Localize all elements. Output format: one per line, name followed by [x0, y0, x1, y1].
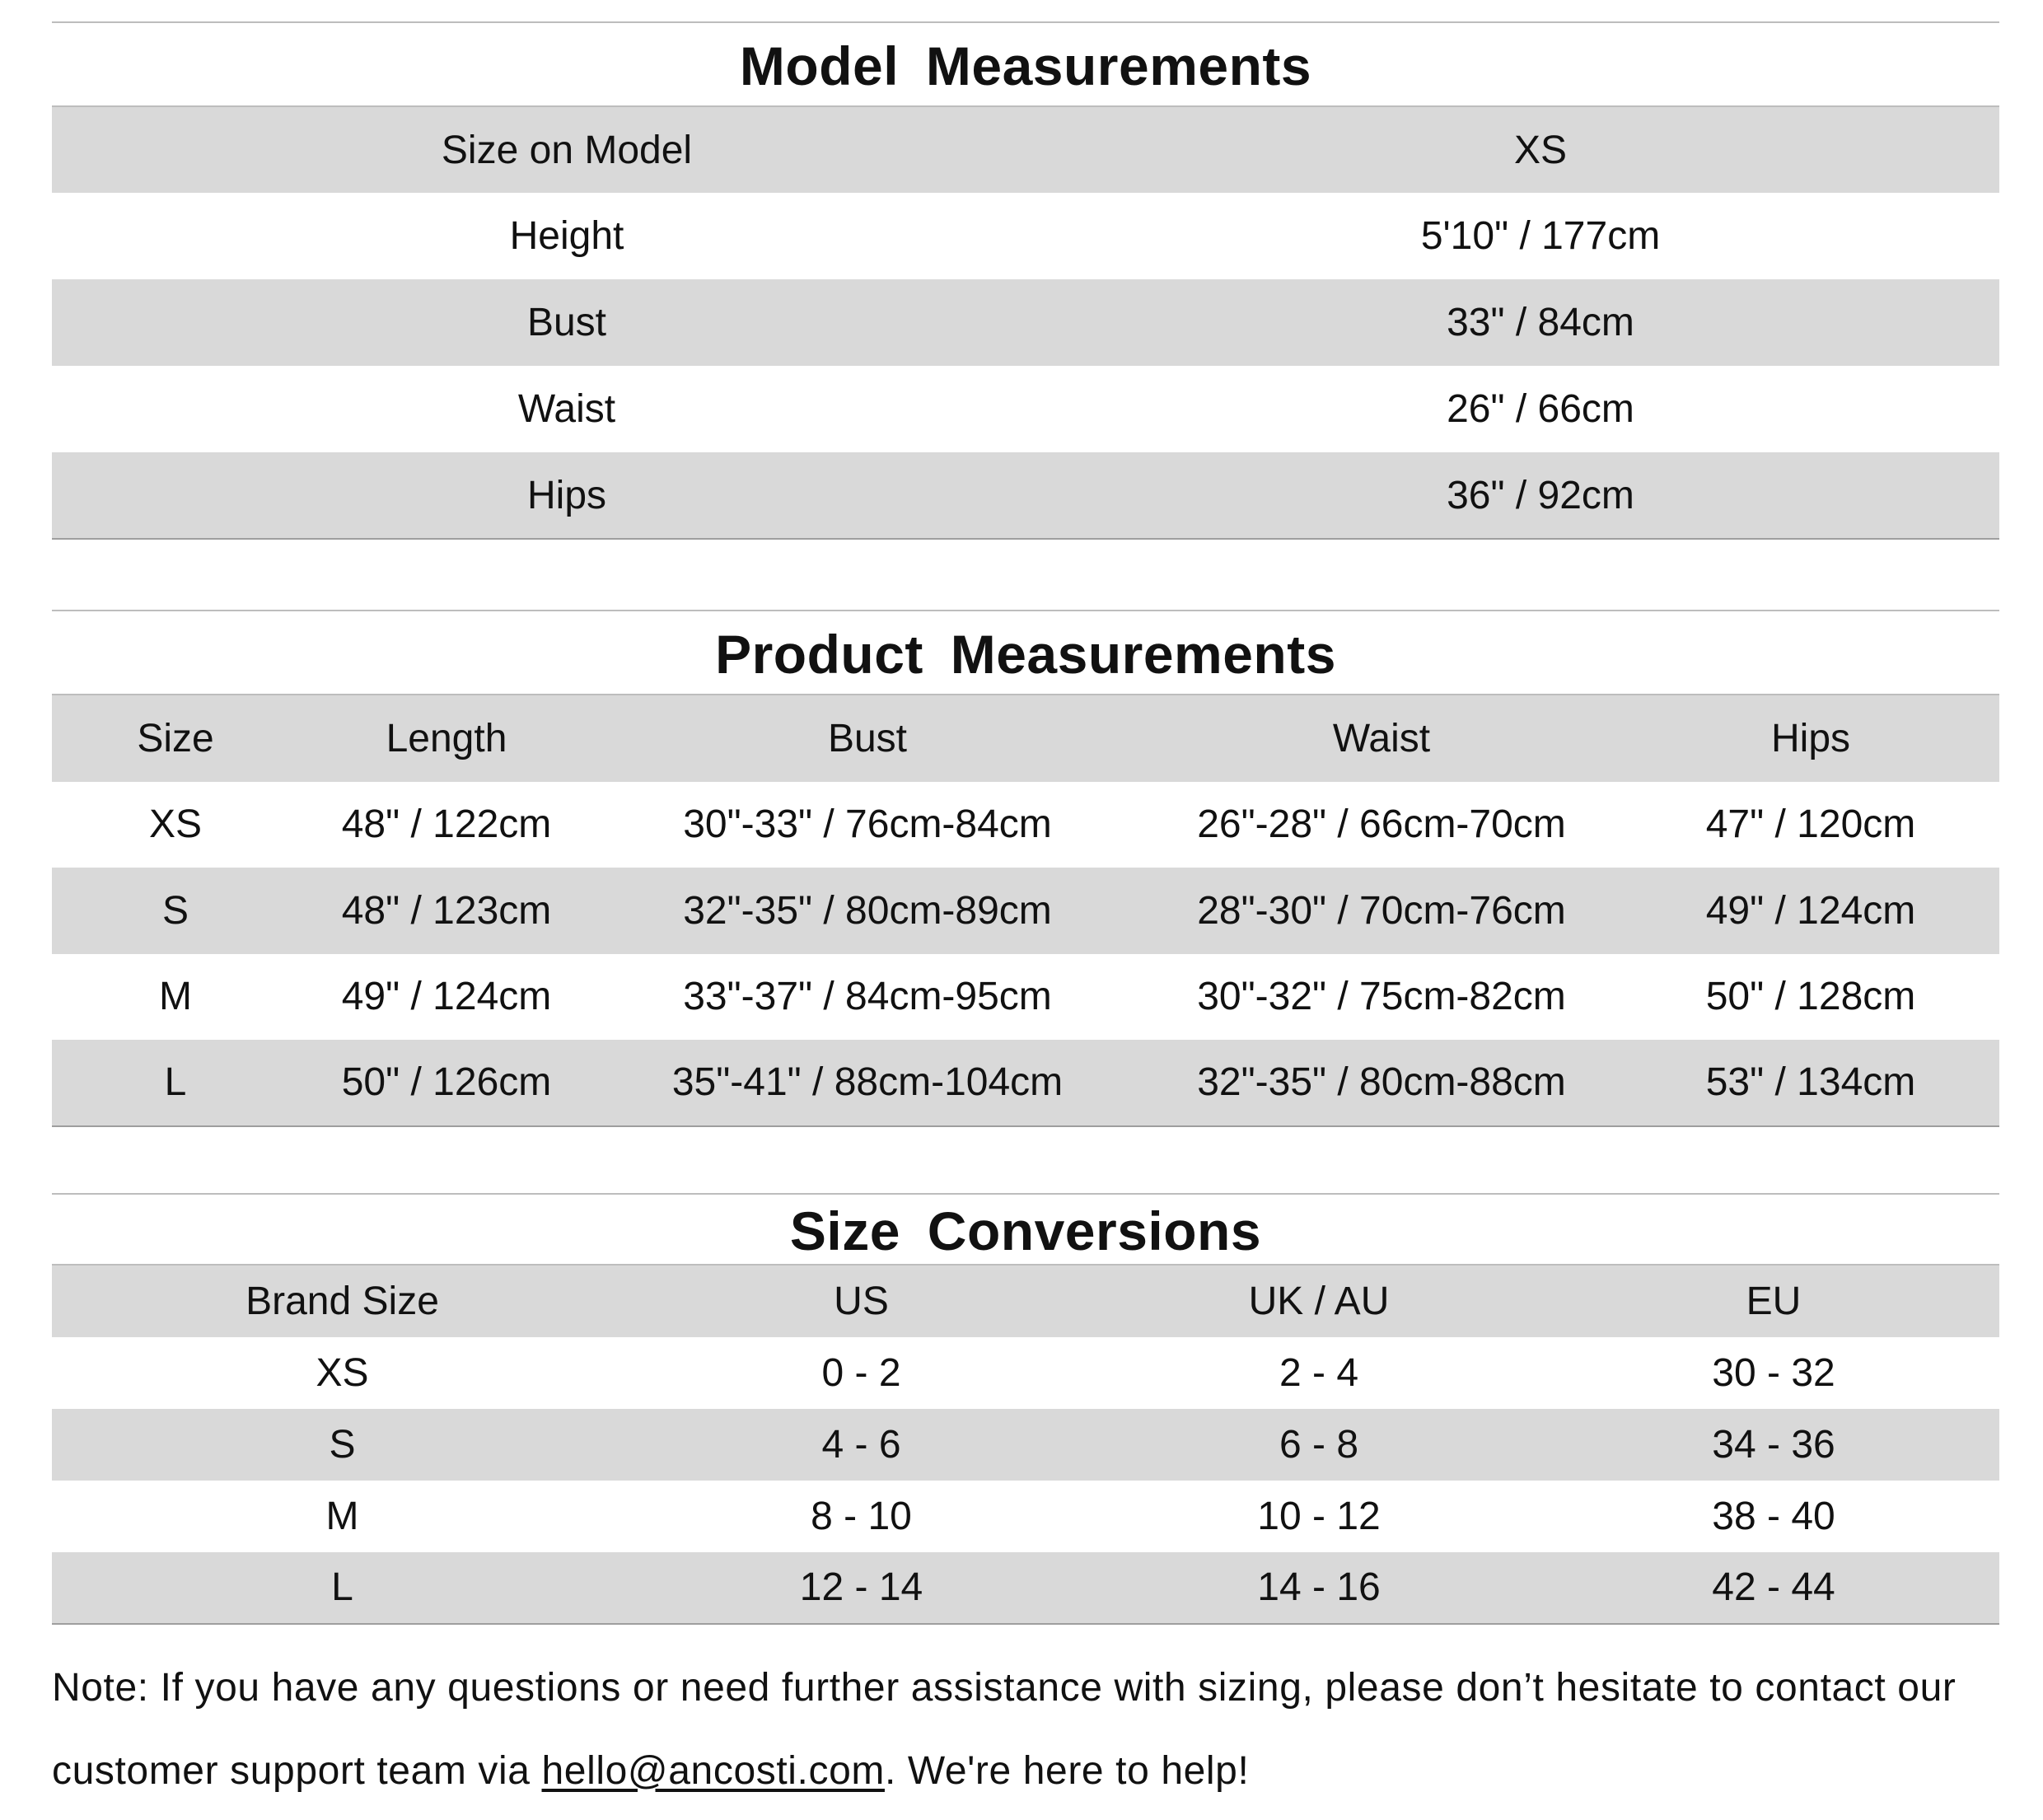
row-label: Size on Model	[52, 107, 1082, 193]
column-header: Size	[52, 695, 299, 782]
table-row	[52, 1409, 1999, 1481]
row-label: Waist	[517, 387, 616, 431]
size-conversions-table	[52, 1266, 1999, 1625]
table-cell: XS	[148, 802, 203, 847]
table-row	[52, 782, 1999, 868]
table-row	[52, 366, 1999, 452]
table-row	[52, 193, 1999, 279]
table-row	[52, 452, 1999, 539]
size-conversions-section	[52, 1193, 1999, 1625]
table-row	[52, 868, 1999, 954]
size-conversions-title: Size Conversions	[52, 1195, 1999, 1266]
table-cell: 38 - 40	[1712, 1494, 1835, 1538]
table-row	[52, 279, 1999, 366]
table-cell: 30"-32" / 75cm-82cm	[1197, 975, 1566, 1019]
table-cell: 10 - 12	[1257, 1494, 1381, 1538]
table-row	[52, 954, 1999, 1041]
table-cell: 26"-28" / 66cm-70cm	[1197, 802, 1566, 847]
note-text-before: Note: If you have any questions or need further assistance with sizing, please don’t hesitate to contact our customer support team via	[52, 1665, 1957, 1793]
model-measurements-title: Model Measurements	[52, 23, 1999, 107]
table-cell: S	[52, 868, 299, 954]
row-label: Hips	[52, 452, 1082, 539]
column-header: Brand Size	[52, 1266, 633, 1337]
row-value: 36" / 92cm	[1082, 452, 1999, 539]
table-cell: 4 - 6	[633, 1409, 1090, 1481]
table-cell: 12 - 14	[633, 1552, 1090, 1624]
table-cell: M	[325, 1494, 359, 1538]
row-value: 5'10" / 177cm	[1420, 214, 1661, 258]
table-cell: 28"-30" / 70cm-76cm	[1141, 868, 1622, 954]
table-cell: 6 - 8	[1090, 1409, 1548, 1481]
table-cell: 2 - 4	[1279, 1350, 1359, 1395]
note-text-after: . We're here to help!	[884, 1748, 1250, 1793]
support-email-link[interactable]: hello@ancosti.com	[541, 1748, 885, 1793]
table-cell: L	[52, 1552, 633, 1624]
product-measurements-section	[52, 610, 1999, 1127]
table-row	[52, 1040, 1999, 1126]
size-guide	[52, 21, 1999, 1813]
table-cell: 48" / 123cm	[299, 868, 594, 954]
row-value: XS	[1082, 107, 1999, 193]
row-label: Height	[509, 214, 624, 258]
table-header-row	[52, 1266, 1999, 1337]
column-header: EU	[1548, 1266, 1999, 1337]
model-measurements-table	[52, 107, 1999, 540]
table-cell: 50" / 126cm	[299, 1040, 594, 1126]
row-value: 26" / 66cm	[1447, 387, 1634, 431]
table-cell: XS	[316, 1350, 369, 1395]
table-cell: 30 - 32	[1712, 1350, 1835, 1395]
table-cell: 33"-37" / 84cm-95cm	[683, 975, 1052, 1019]
table-row	[52, 107, 1999, 193]
table-cell: 0 - 2	[821, 1350, 901, 1395]
table-cell: 14 - 16	[1090, 1552, 1548, 1624]
column-header: Bust	[594, 695, 1141, 782]
table-row	[52, 1481, 1999, 1552]
model-measurements-section	[52, 21, 1999, 540]
table-cell: 50" / 128cm	[1705, 975, 1916, 1019]
table-header-row	[52, 695, 1999, 782]
table-row	[52, 1552, 1999, 1624]
table-cell: 8 - 10	[811, 1494, 912, 1538]
table-cell: 30"-33" / 76cm-84cm	[683, 802, 1052, 847]
table-row	[52, 1337, 1999, 1409]
table-cell: 34 - 36	[1548, 1409, 1999, 1481]
table-cell: 35"-41" / 88cm-104cm	[594, 1040, 1141, 1126]
row-value: 33" / 84cm	[1082, 279, 1999, 366]
column-header: Waist	[1141, 695, 1622, 782]
column-header: US	[633, 1266, 1090, 1337]
table-cell: L	[52, 1040, 299, 1126]
row-label: Bust	[52, 279, 1082, 366]
column-header: Length	[299, 695, 594, 782]
table-cell: 42 - 44	[1548, 1552, 1999, 1624]
table-cell: M	[159, 975, 192, 1019]
product-measurements-table	[52, 695, 1999, 1127]
table-cell: 49" / 124cm	[1622, 868, 1999, 954]
table-cell: 48" / 122cm	[341, 802, 552, 847]
table-cell: 32"-35" / 80cm-89cm	[594, 868, 1141, 954]
table-cell: 49" / 124cm	[341, 975, 552, 1019]
support-note	[52, 1646, 1999, 1813]
table-cell: 53" / 134cm	[1622, 1040, 1999, 1126]
table-cell: 47" / 120cm	[1705, 802, 1916, 847]
column-header: UK / AU	[1090, 1266, 1548, 1337]
product-measurements-title: Product Measurements	[52, 611, 1999, 695]
table-cell: S	[52, 1409, 633, 1481]
column-header: Hips	[1622, 695, 1999, 782]
table-cell: 32"-35" / 80cm-88cm	[1141, 1040, 1622, 1126]
